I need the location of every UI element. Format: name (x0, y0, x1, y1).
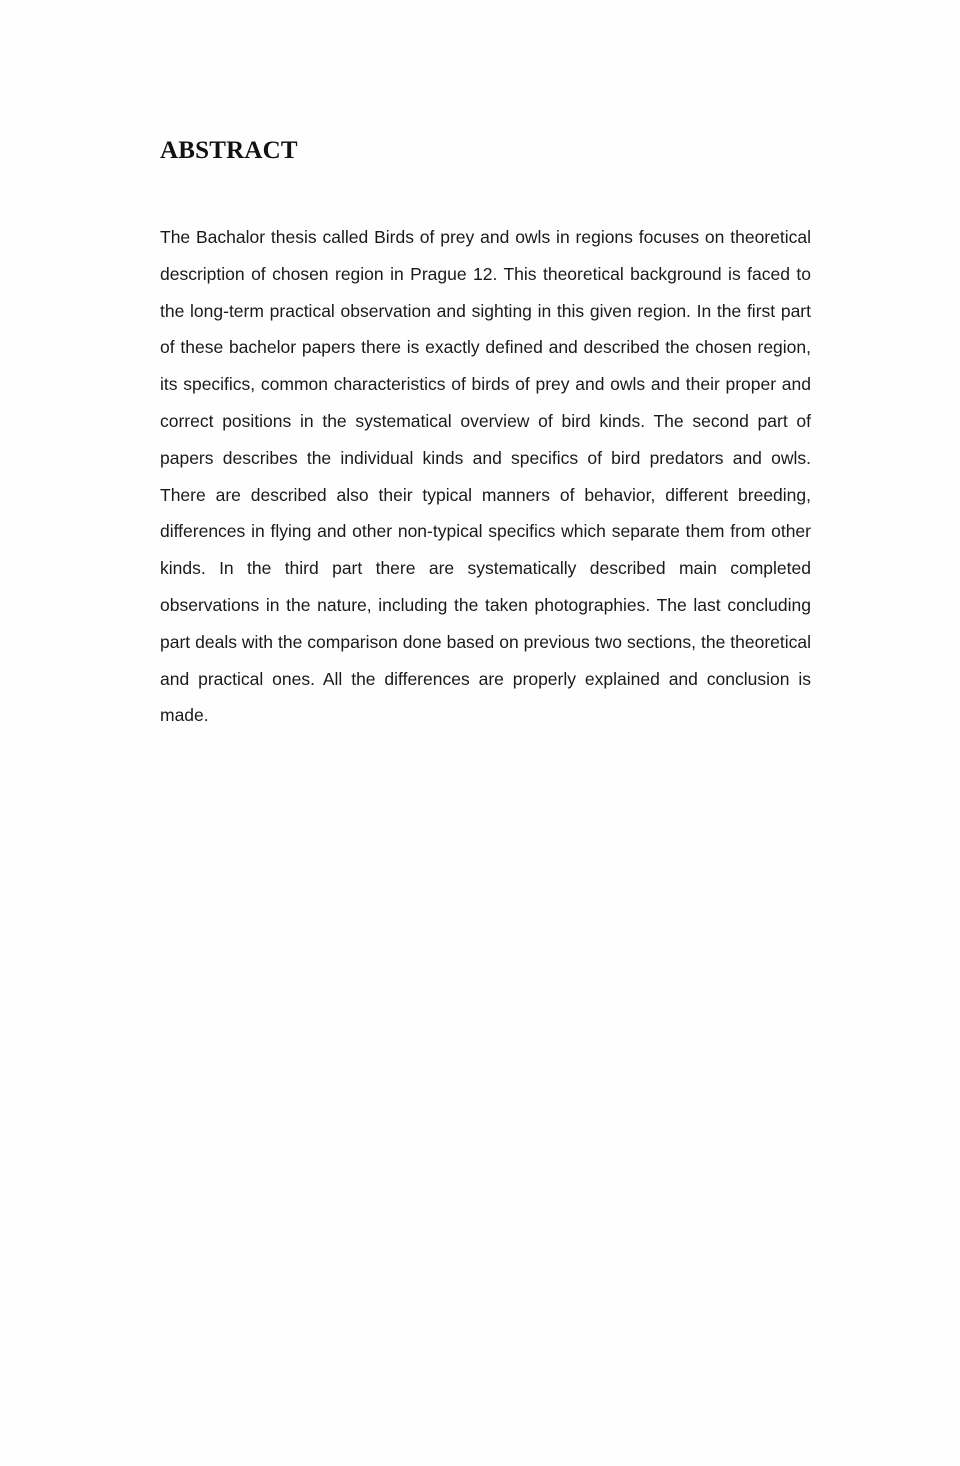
abstract-heading: ABSTRACT (160, 137, 298, 164)
abstract-paragraph: The Bachalor thesis called Birds of prey and owls in regions focuses on theoretical description of chosen region in Prague 12. This theoretical background is faced to the long-term practical observation and sighting in this given region. In the first part of these bachelor papers there is exactly defined and described the chosen region, its specifics, common characteristics of birds of prey and owls and their proper and correct positions in the systematical overview of bird kinds. The second part of papers describes the individual kinds and specifics of bird predators and owls. There are described also their typical manners of behavior, different breeding, differences in flying and other non-typical specifics which separate them from other kinds. In the third part there are systematically described main completed observations in the nature, including the taken photographies. The last concluding part deals with the comparison done based on previous two sections, the theoretical and practical ones. All the differences are properly explained and conclusion is made. (160, 227, 811, 726)
